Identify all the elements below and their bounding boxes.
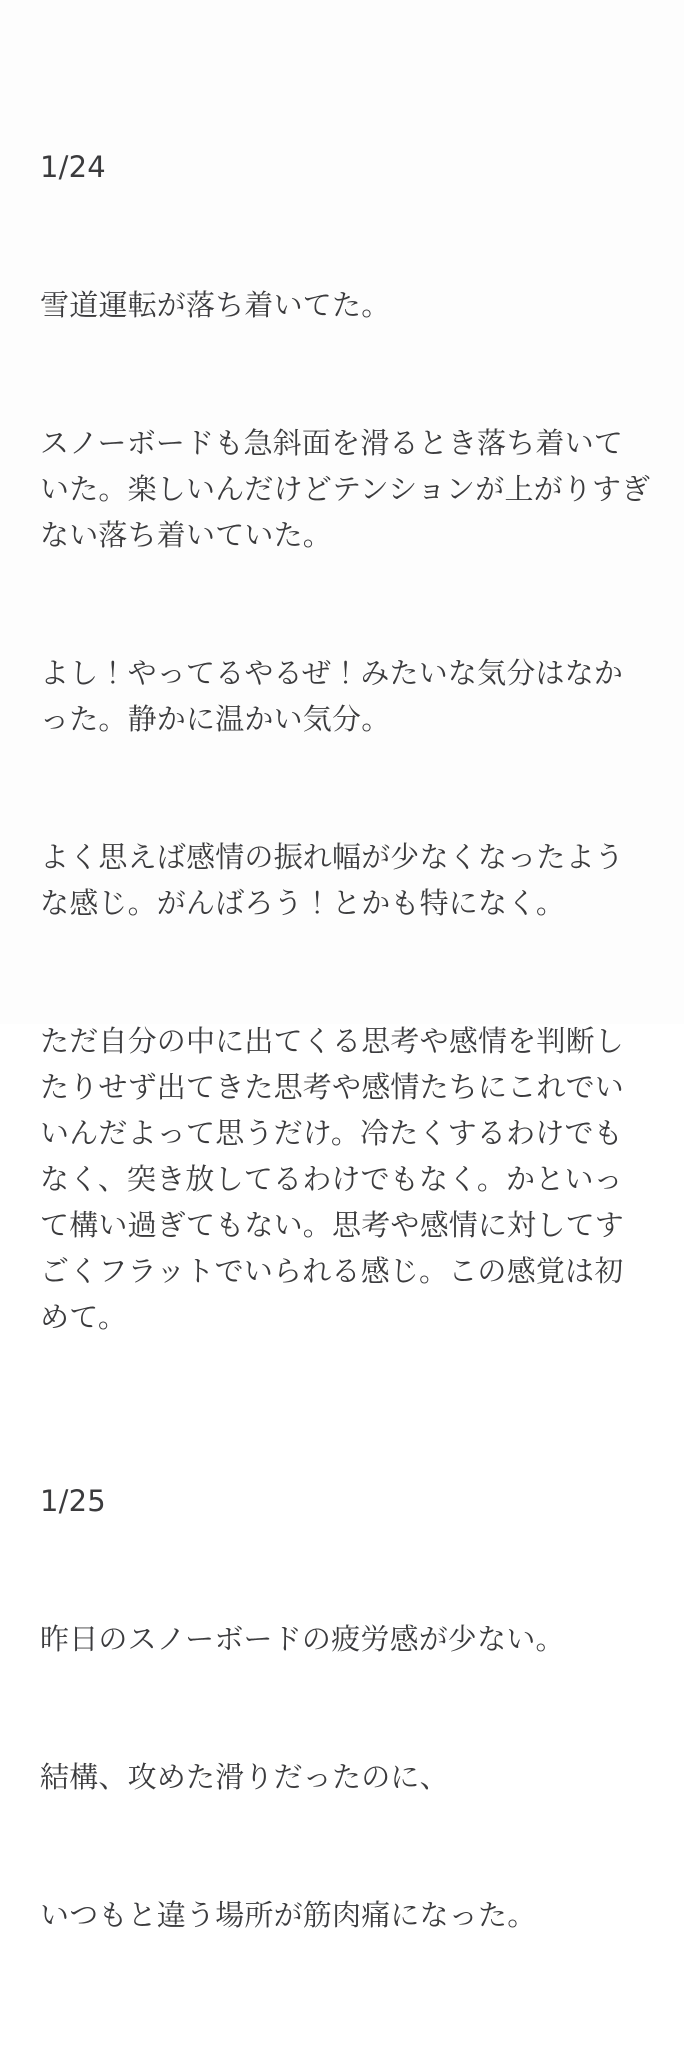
entry-date-1-24: 1/24 — [40, 150, 106, 184]
entry-1-25-line-3: いつもと違う場所が筋肉痛になった。 — [40, 1898, 537, 1932]
entry-1-25-line-1: 昨日のスノーボードの疲労感が少ない。 — [40, 1622, 565, 1656]
entry-1-24-line-3: よし！やってるやるぜ！みたいな気分はなかった。静かに温かい気分。 — [40, 656, 624, 736]
note-text-body — [40, 6, 652, 2048]
entry-1-24-line-5: ただ自分の中に出てくる思考や感情を判断したりせず出てきた思考や感情たちにこれでいいんだよって思うだけ。冷たくするわけでもなく、突き放してるわけでもなく。かといって構い過ぎてもない。思考や感情に対してすごくフラットでいられる感じ。この感覚は初めて。 — [40, 1024, 625, 1334]
entry-1-24-line-4: よく思えば感情の振れ幅が少なくなったような感じ。がんばろう！とかも特になく。 — [40, 840, 625, 920]
entry-date-1-25: 1/25 — [40, 1484, 106, 1518]
entry-1-24-line-2: スノーボードも急斜面を滑るとき落ち着いていた。楽しいんだけどテンションが上がりすぎない落ち着いていた。 — [40, 426, 651, 552]
entry-1-25-line-2: 結構、攻めた滑りだったのに、 — [40, 1760, 449, 1794]
entry-1-24-line-1: 雪道運転が落ち着いてた。 — [40, 288, 391, 322]
